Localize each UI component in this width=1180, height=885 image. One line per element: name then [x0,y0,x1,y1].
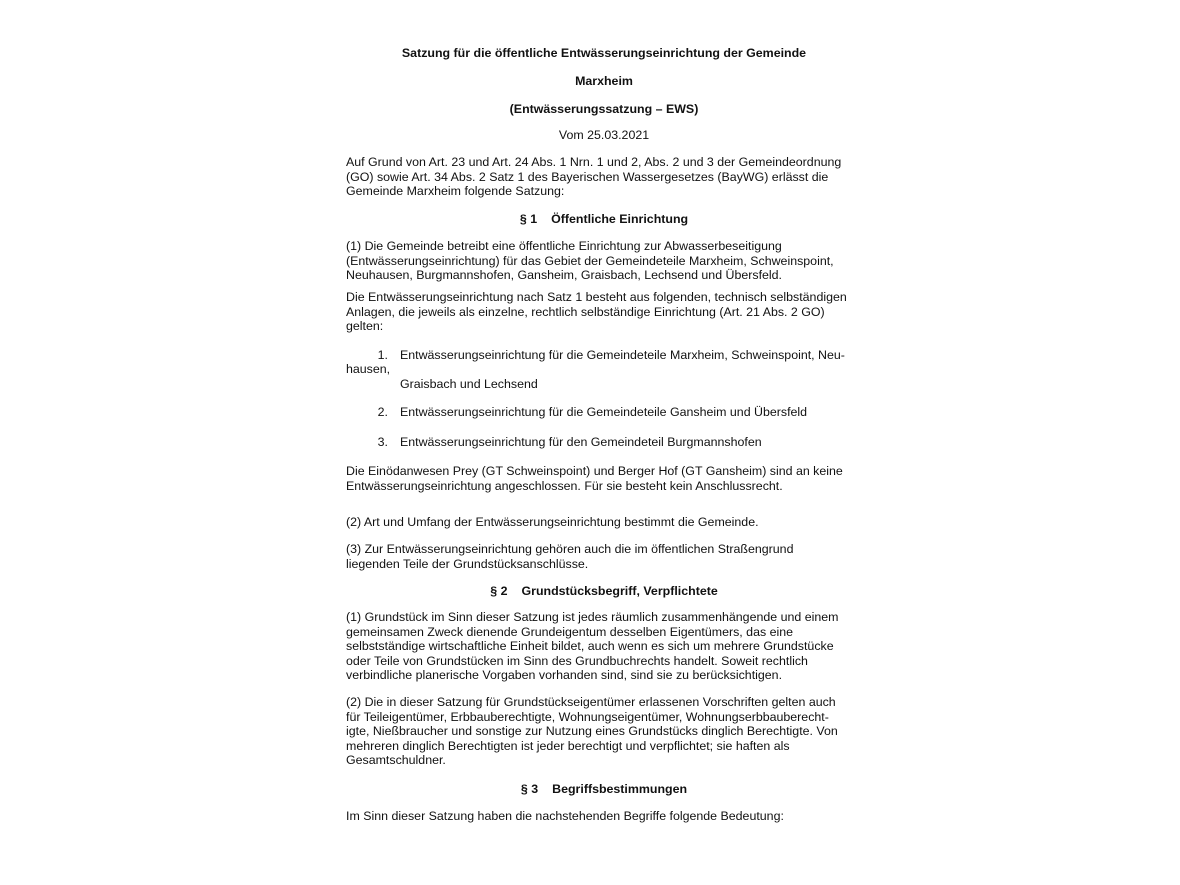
paragraph-line: (Entwässerungseinrichtung) für das Gebiet der Gemeindeteile Marxheim, Schweinspoint, [346,253,834,268]
list-item-text: Entwässerungseinrichtung für den Gemeindeteil Burgmannshofen [400,435,762,449]
section1-paragraph3 [346,464,862,493]
section1-paragraph5 [346,542,862,571]
section2-number: § 2 [490,584,508,598]
section2-heading [346,584,862,599]
paragraph-line: Neuhausen, Burgmannshofen, Gansheim, Graisbach, Lechsend und Übersfeld. [346,268,783,283]
paragraph-line: (1) Grundstück im Sinn dieser Satzung ist jedes räumlich zusammenhängende und einem [346,610,839,624]
preamble-line: Gemeinde Marxheim folgende Satzung: [346,184,565,199]
section1-paragraph2 [346,290,862,334]
section2-title: Grundstücksbegriff, Verpflichtete [521,584,718,598]
list-item-text-cont: Graisbach und Lechsend [400,377,538,391]
document-subtitle: (Entwässerungssatzung – EWS) [509,102,699,116]
document-title-line1: Satzung für die öffentliche Entwässerungseinrichtung der Gemeinde [401,46,807,60]
list-item-number: 3. [377,435,388,449]
document-title-line2: Marxheim [575,74,633,88]
paragraph-line: verbindliche planerische Vorgaben vorhanden sind, sind sie zu berücksichtigen. [346,668,783,683]
paragraph-line: (2) Die in dieser Satzung für Grundstückseigentümer erlassenen Vorschriften gelten auch [346,695,836,709]
preamble-line: (GO) sowie Art. 34 Abs. 2 Satz 1 des Bayerischen Wassergesetzes (BayWG) erlässt die [346,169,829,184]
section1-paragraph4: (2) Art und Umfang der Entwässerungseinrichtung bestimmt die Gemeinde. [346,515,759,529]
paragraph-line: mehreren dinglich Berechtigten ist jeder berechtigt und verpflichtet; sie haften als [346,738,790,753]
paragraph-line: Gesamtschuldner. [346,753,446,768]
preamble-line: Auf Grund von Art. 23 und Art. 24 Abs. 1 Nrn. 1 und 2, Abs. 2 und 3 der Gemeindeordnung [346,155,842,169]
paragraph-line: Entwässerungseinrichtung angeschlossen. Für sie besteht kein Anschlussrecht. [346,478,783,493]
section2-paragraph1 [346,610,862,683]
list-item-number: 2. [377,405,388,419]
paragraph-line: gelten: [346,319,384,334]
section2-paragraph2 [346,695,862,768]
paragraph-line: für Teileigentümer, Erbbauberechtigte, Wohnungseigentümer, Wohnungserbbauberecht- [346,709,829,724]
section3-title: Begriffsbestimmungen [552,782,688,796]
paragraph-line: (1) Die Gemeinde betreibt eine öffentliche Einrichtung zur Abwasserbeseitigung [346,239,782,253]
section1-heading [346,212,862,227]
section3-heading [346,782,862,797]
paragraph-line: Die Einödanwesen Prey (GT Schweinspoint) und Berger Hof (GT Gansheim) sind an keine [346,464,843,478]
list-item-number: 1. [377,348,388,362]
section1-title: Öffentliche Einrichtung [551,212,689,226]
section3-number: § 3 [520,782,539,796]
paragraph-line: (3) Zur Entwässerungseinrichtung gehören auch die im öffentlichen Straßengrund [346,542,794,556]
section1-number: § 1 [519,212,538,226]
paragraph-line: liegenden Teile der Grundstücksanschlüsse. [346,556,589,571]
section1-paragraph1 [346,239,862,283]
list-item-text: Entwässerungseinrichtung für die Gemeindeteile Marxheim, Schweinspoint, Neu- [400,348,845,362]
list-item-text: Entwässerungseinrichtung für die Gemeindeteile Gansheim und Übersfeld [400,405,808,419]
paragraph-line: Die Entwässerungseinrichtung nach Satz 1 besteht aus folgenden, technisch selbständigen [346,290,847,304]
paragraph-line: oder Teile von Grundstücken im Sinn des Grundbuchrechts handelt. Soweit rechtlich [346,653,808,668]
section3-paragraph1: Im Sinn dieser Satzung haben die nachstehenden Begriffe folgende Bedeutung: [346,809,784,823]
paragraph-line: Anlagen, die jeweils als einzelne, rechtlich selbständige Einrichtung (Art. 21 Abs. 2 GO) [346,304,825,319]
paragraph-line: selbstständige wirtschaftliche Einheit bildet, auch wenn es sich um mehrere Grundstücke [346,639,834,654]
paragraph-line: gemeinsamen Zweck dienende Grundeigentum desselben Eigentümers, das eine [346,624,794,639]
list-item-text-wrap: hausen, [346,362,391,376]
document-date: Vom 25.03.2021 [558,128,650,142]
paragraph-line: igte, Nießbraucher und sonstige zur Nutzung eines Grundstücks dinglich Berechtigte. Von [346,724,838,739]
preamble [346,155,862,199]
